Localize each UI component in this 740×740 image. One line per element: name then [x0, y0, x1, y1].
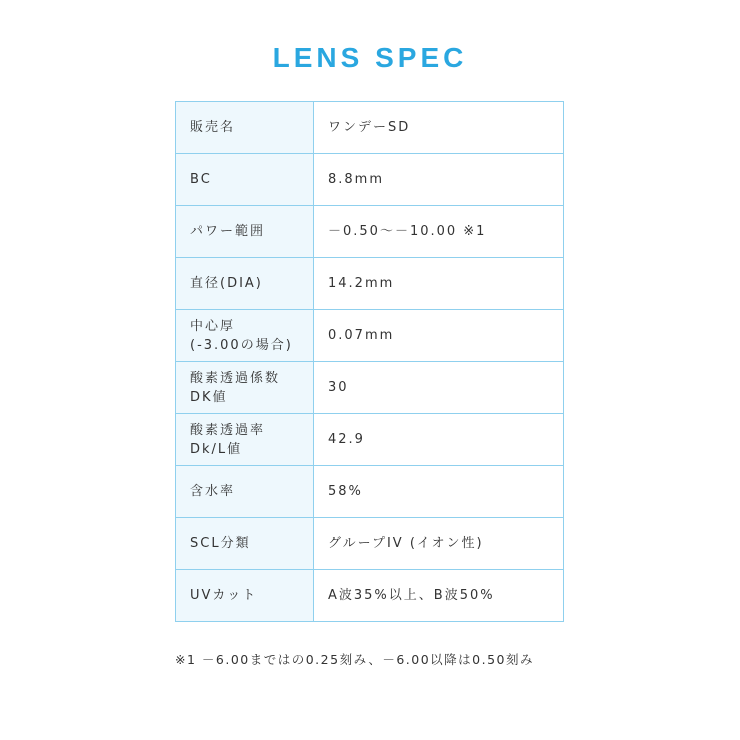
page-title: LENS SPEC	[272, 42, 468, 73]
spec-value: 14.2mm	[314, 258, 564, 310]
spec-label: 販売名	[176, 102, 314, 154]
spec-value: 0.07mm	[314, 310, 564, 362]
spec-label: 含水率	[176, 466, 314, 518]
spec-value: 58%	[314, 466, 564, 518]
spec-label: UVカット	[176, 570, 314, 622]
spec-row	[176, 154, 564, 206]
spec-value: －0.50〜－10.00 ※1	[314, 206, 564, 258]
spec-table-body	[176, 102, 564, 622]
spec-value: 8.8mm	[314, 154, 564, 206]
spec-label: 中心厚 (-3.00の場合)	[176, 310, 314, 362]
spec-row	[176, 206, 564, 258]
spec-label: 酸素透過係数 DK値	[176, 362, 314, 414]
spec-label: 酸素透過率 Dk/L値	[176, 414, 314, 466]
spec-row	[176, 414, 564, 466]
spec-value: 30	[314, 362, 564, 414]
spec-label: パワー範囲	[176, 206, 314, 258]
spec-row	[176, 310, 564, 362]
spec-row	[176, 570, 564, 622]
spec-row	[176, 518, 564, 570]
spec-value: グループIV (イオン性)	[314, 518, 564, 570]
spec-row	[176, 258, 564, 310]
spec-value: ワンデーSD	[314, 102, 564, 154]
spec-value: A波35%以上、B波50%	[314, 570, 564, 622]
spec-label: 直径(DIA)	[176, 258, 314, 310]
spec-label: SCL分類	[176, 518, 314, 570]
spec-table	[175, 101, 564, 622]
spec-row	[176, 466, 564, 518]
spec-label: BC	[176, 154, 314, 206]
spec-value: 42.9	[314, 414, 564, 466]
footnote: ※1 －6.00まではの0.25刻み、－6.00以降は0.50刻み	[175, 652, 534, 667]
spec-row	[176, 102, 564, 154]
spec-row	[176, 362, 564, 414]
